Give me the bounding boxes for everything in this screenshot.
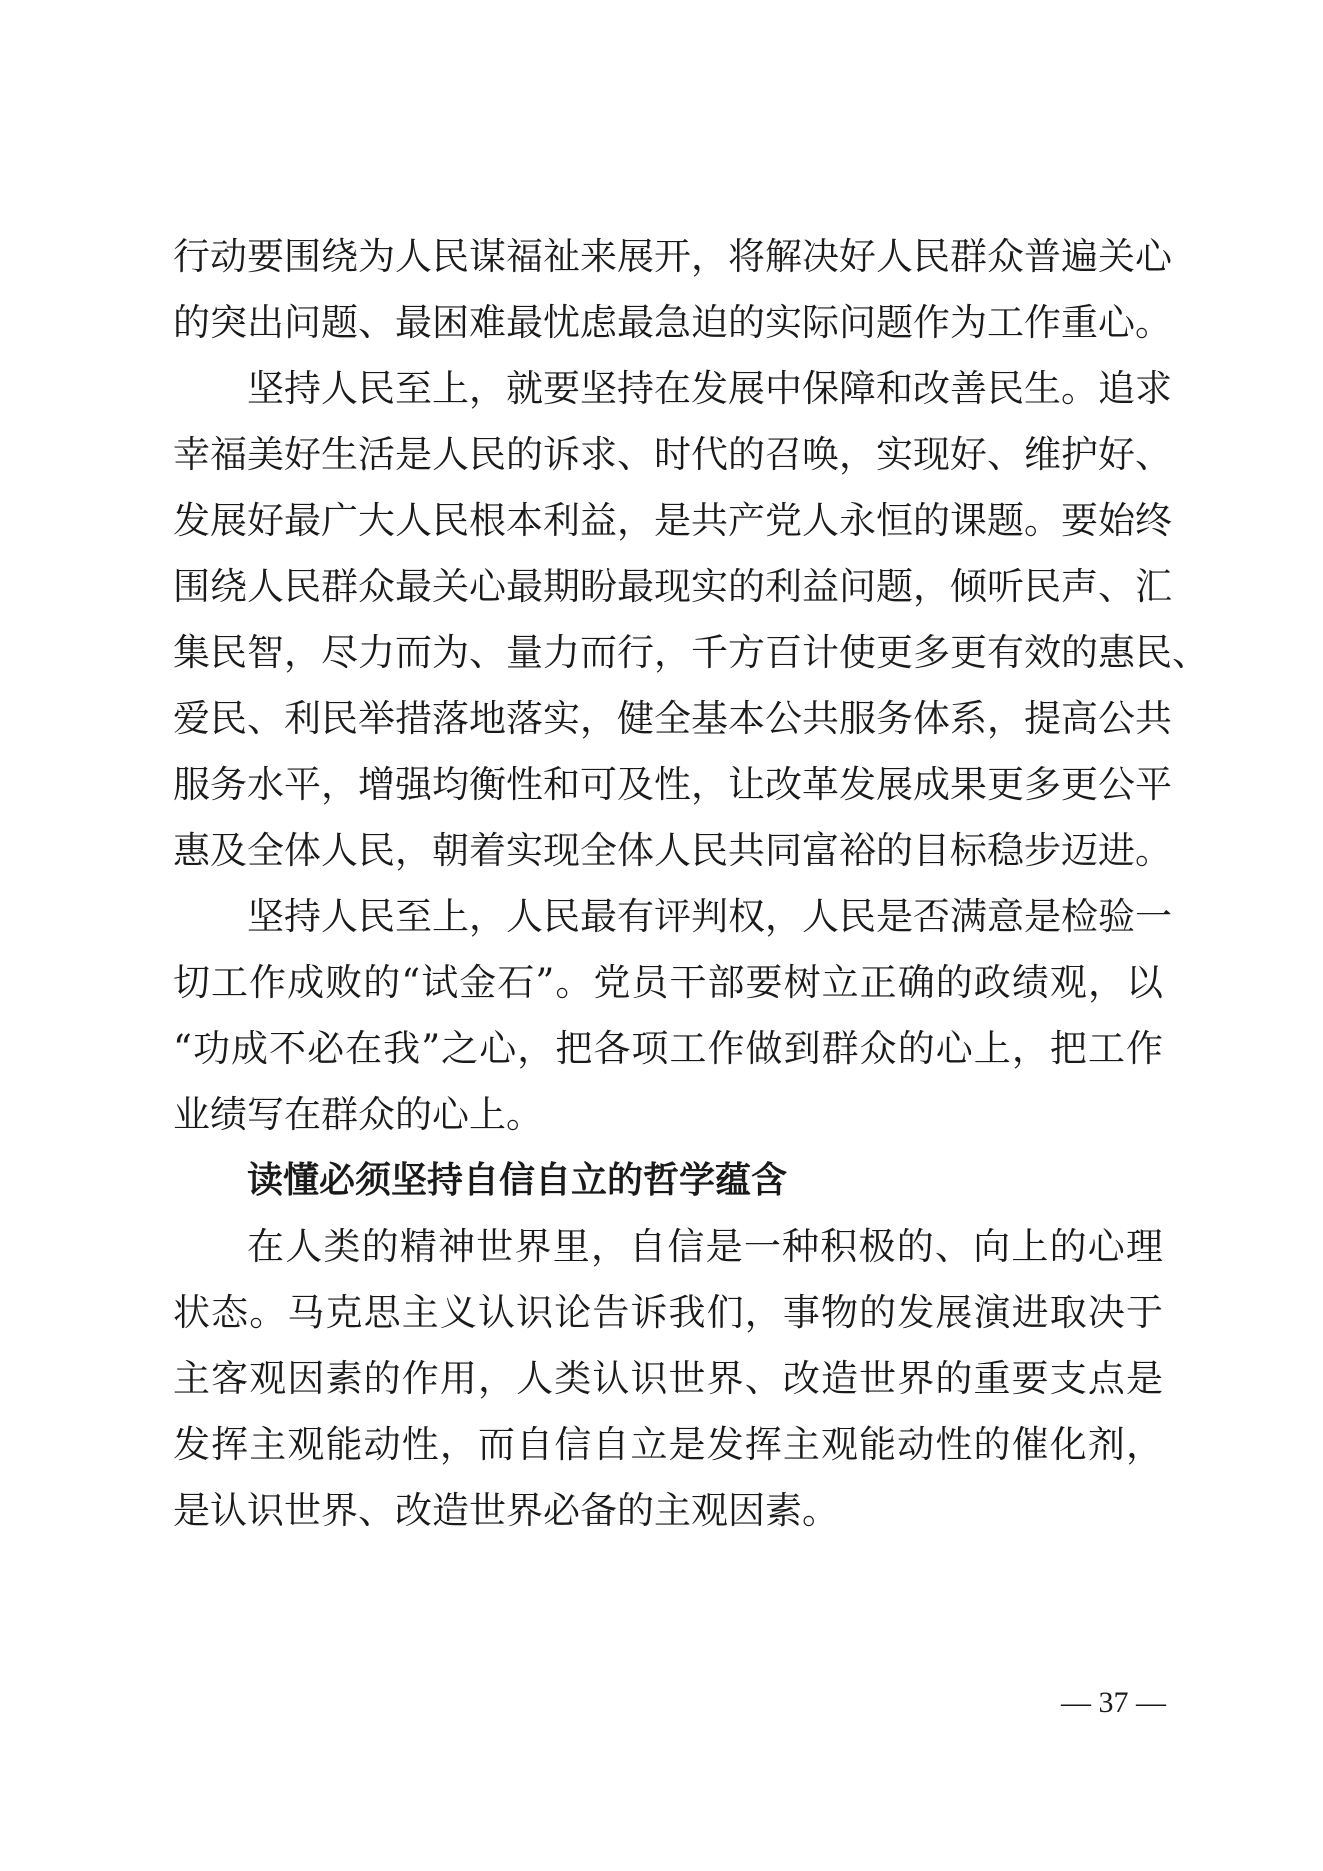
text-line: 爱民、利民举措落地落实，健全基本公共服务体系，提高公共 [173, 697, 1172, 740]
paragraph-4 [173, 1214, 1163, 1544]
text-line: 集民智，尽力而为、量力而行，千方百计使更多更有效的惠民、 [173, 631, 1209, 674]
text-line: 发展好最广大人民根本利益，是共产党人永恒的课题。要始终 [173, 499, 1172, 542]
text-line: 坚持人民至上，就要坚持在发展中保障和改善民生。追求 [247, 367, 1172, 410]
text-line: 的突出问题、最困难最忧虑最急迫的实际问题作为工作重心。 [173, 301, 1172, 344]
text-line: 状态。马克思主义认识论告诉我们，事物的发展演进取决于 [173, 1291, 1163, 1334]
text-line: 在人类的精神世界里，自信是一种积极的、向上的心理 [247, 1225, 1163, 1268]
paragraph-2 [173, 356, 1209, 884]
text-line: 是认识世界、改造世界必备的主观因素。 [173, 1489, 839, 1532]
document-body [173, 224, 1209, 1544]
paragraph-3 [173, 884, 1172, 1148]
text-line: 业绩写在群众的心上。 [173, 1093, 543, 1136]
text-line: 发挥主观能动性，而自信自立是发挥主观能动性的催化剂， [173, 1423, 1163, 1466]
section-heading: 读懂必须坚持自信自立的哲学蕴含 [247, 1160, 788, 1201]
text-line: 切工作成败的“试金石”。党员干部要树立正确的政绩观，以 [173, 961, 1163, 1004]
text-line: “功成不必在我”之心，把各项工作做到群众的心上，把工作 [173, 1027, 1163, 1070]
page-number: — 37 — [1061, 1686, 1166, 1719]
text-line: 惠及全体人民，朝着实现全体人民共同富裕的目标稳步迈进。 [173, 829, 1172, 872]
text-line: 服务水平，增强均衡性和可及性，让改革发展成果更多更公平 [173, 763, 1172, 806]
text-line: 围绕人民群众最关心最期盼最现实的利益问题，倾听民声、汇 [173, 565, 1172, 608]
text-line: 行动要围绕为人民谋福祉来展开，将解决好人民群众普遍关心 [173, 235, 1172, 278]
paragraph-1 [173, 224, 1172, 356]
text-line: 主客观因素的作用，人类认识世界、改造世界的重要支点是 [173, 1357, 1163, 1400]
text-line: 幸福美好生活是人民的诉求、时代的召唤，实现好、维护好、 [173, 433, 1172, 476]
text-line: 坚持人民至上，人民最有评判权，人民是否满意是检验一 [247, 895, 1172, 938]
